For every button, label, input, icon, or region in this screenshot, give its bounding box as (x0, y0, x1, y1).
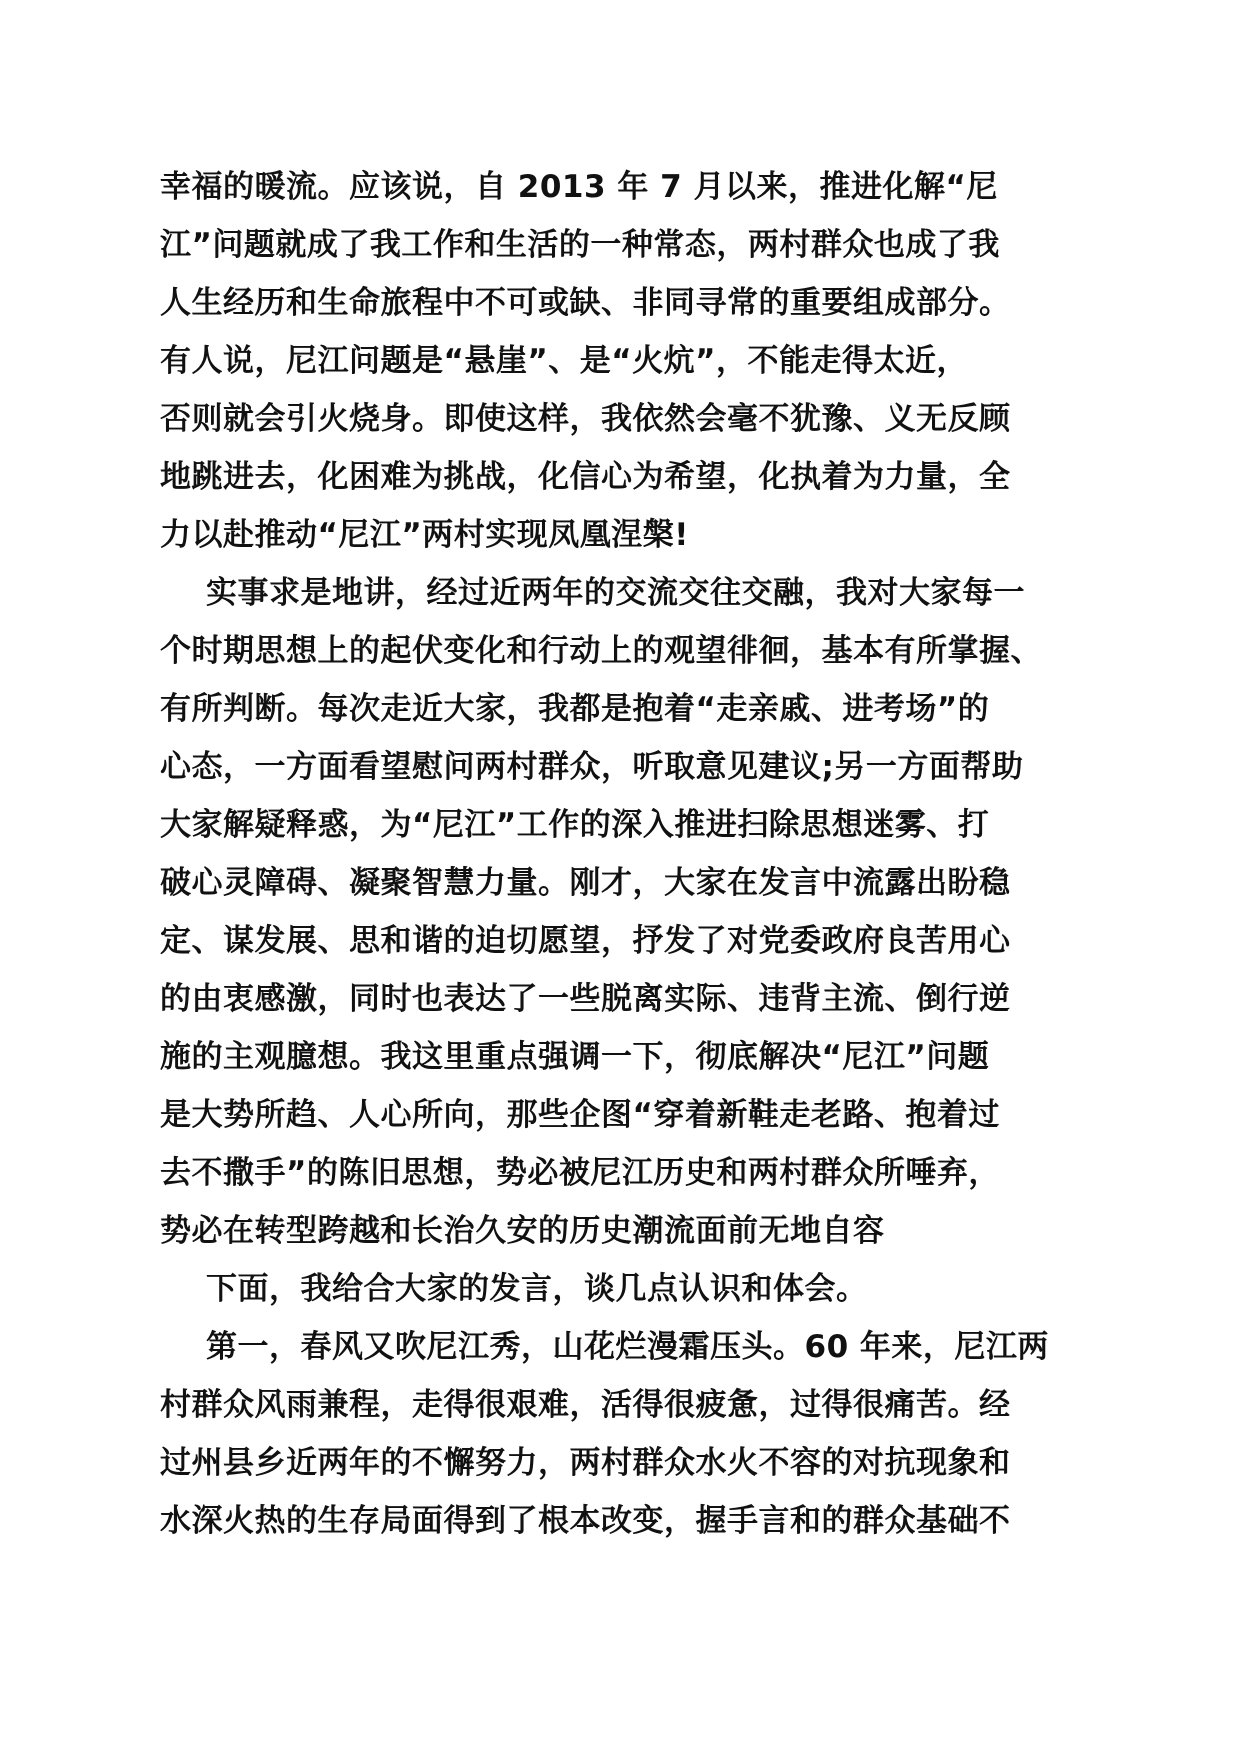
text-line: 施的主观臆想。我这里重点强调一下，彻底解决“尼江”问题 (160, 1039, 990, 1075)
text-line: 有所判断。每次走近大家，我都是抱着“走亲戚、进考场”的 (160, 691, 990, 727)
paragraph-first-line: 实事求是地讲，经过近两年的交流交往交融，我对大家每一 (206, 575, 1025, 611)
text-line: 破心灵障碍、凝聚智慧力量。刚才，大家在发言中流露出盼稳 (160, 865, 1011, 901)
text-line: 过州县乡近两年的不懈努力，两村群众水火不容的对抗现象和 (160, 1445, 1011, 1481)
text-line: 地跳进去，化困难为挑战，化信心为希望，化执着为力量，全 (160, 459, 1011, 495)
text-line: 村群众风雨兼程，走得很艰难，活得很疲惫，过得很痛苦。经 (160, 1387, 1011, 1423)
text-line: 势必在转型跨越和长治久安的历史潮流面前无地自容 (160, 1213, 885, 1249)
text-line: 人生经历和生命旅程中不可或缺、非同寻常的重要组成部分。 (160, 285, 1011, 321)
text-line: 幸福的暖流。应该说，自 2013 年 7 月以来，推进化解“尼 (160, 169, 998, 205)
text-line: 是大势所趋、人心所向，那些企图“穿着新鞋走老路、抱着过 (160, 1097, 1000, 1133)
paragraph-first-line: 下面，我给合大家的发言，谈几点认识和体会。 (206, 1271, 868, 1307)
text-line: 去不撒手”的陈旧思想，势必被尼江历史和两村群众所唾弃， (160, 1155, 1000, 1191)
text-line: 心态，一方面看望慰问两村群众，听取意见建议;另一方面帮助 (160, 749, 1024, 785)
text-line: 有人说，尼江问题是“悬崖”、是“火炕”，不能走得太近， (160, 343, 968, 379)
text-line: 的由衷感激，同时也表达了一些脱离实际、违背主流、倒行逆 (160, 981, 1011, 1017)
text-line: 定、谋发展、思和谐的迫切愿望，抒发了对党委政府良苦用心 (160, 923, 1011, 959)
body-text (160, 158, 1080, 1550)
paragraph-first-line: 第一，春风又吹尼江秀，山花烂漫霜压头。60 年来，尼江两 (206, 1329, 1049, 1365)
text-line: 个时期思想上的起伏变化和行动上的观望徘徊，基本有所掌握、 (160, 633, 1042, 669)
text-line: 力以赴推动“尼江”两村实现凤凰涅槃! (160, 517, 689, 553)
text-line: 水深火热的生存局面得到了根本改变，握手言和的群众基础不 (160, 1503, 1011, 1539)
text-line: 江”问题就成了我工作和生活的一种常态，两村群众也成了我 (160, 227, 1000, 263)
text-line: 大家解疑释惑，为“尼江”工作的深入推进扫除思想迷雾、打 (160, 807, 990, 843)
text-line: 否则就会引火烧身。即使这样，我依然会毫不犹豫、义无反顾 (160, 401, 1011, 437)
